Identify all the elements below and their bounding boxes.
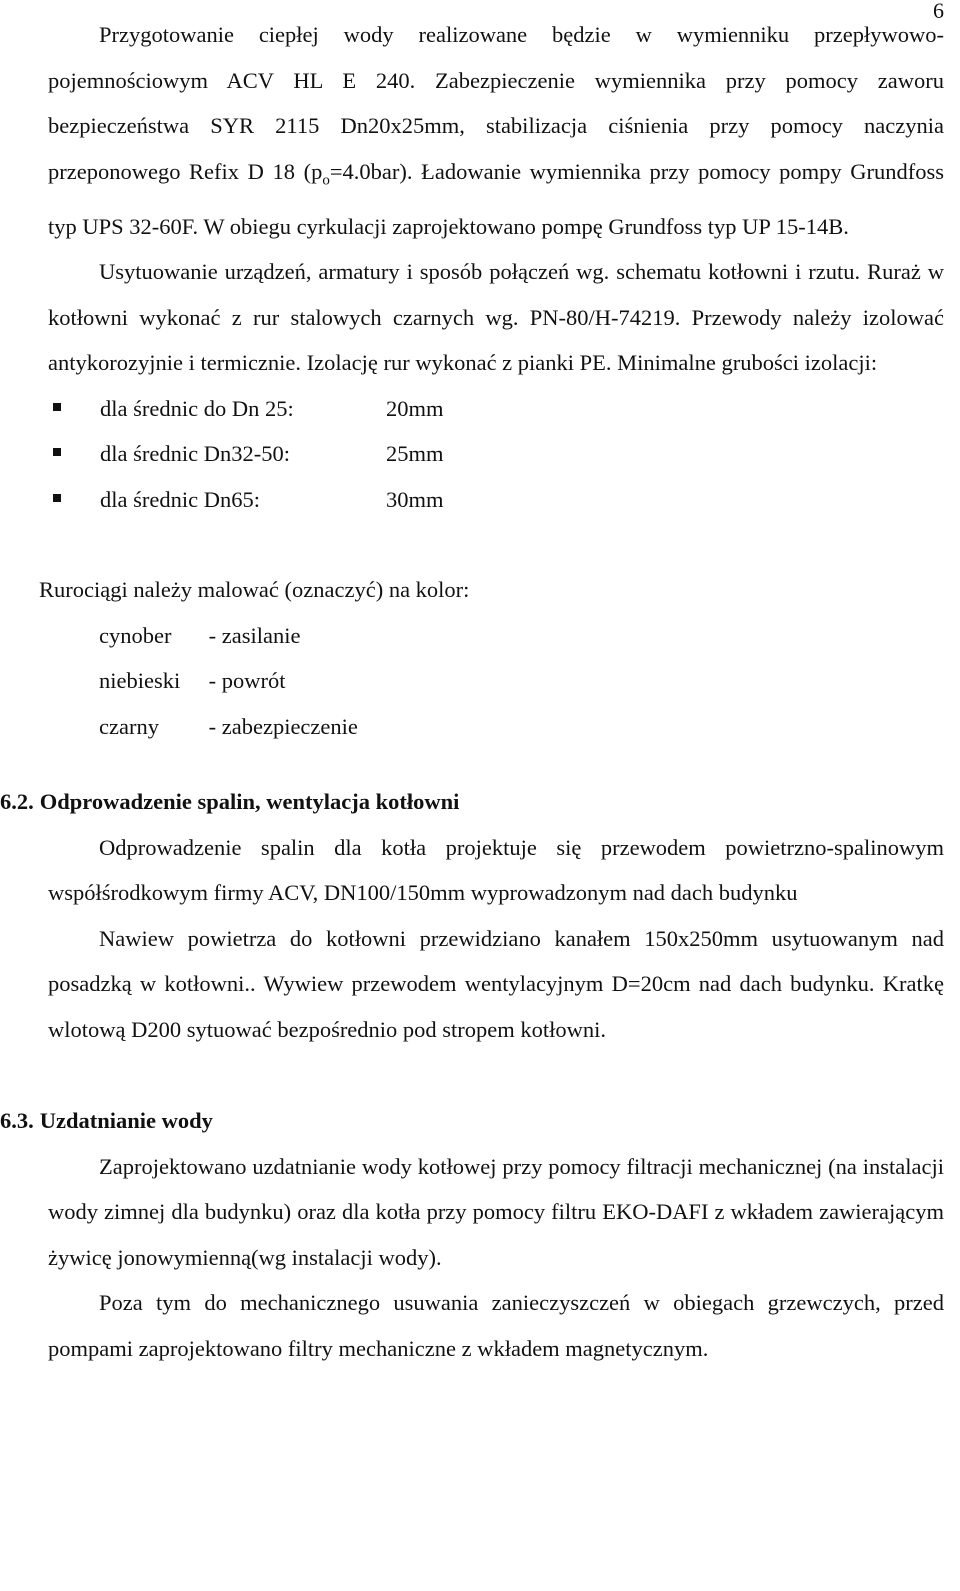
section-number: 6.2.	[0, 789, 34, 814]
paragraph-ventilation: Nawiew powietrza do kotłowni przewidziano kanałem 150x250mm usytuowanym nad posadzką w kotłowni.. Wywiew przewodem wentylacyjnym D=20cm nad dach budynku. Kratkę wlotową D200 sytuować bezpośrednio pod stropem kotłowni.	[48, 925, 944, 1042]
section-heading-6-3	[0, 1098, 944, 1144]
section-heading-6-2	[0, 779, 944, 825]
section-title: Uzdatnianie wody	[39, 1108, 213, 1133]
color-desc: - zasilanie	[208, 622, 301, 648]
insulation-label: dla średnic Dn32-50:	[100, 441, 290, 466]
paragraph-piping: Usytuowanie urządzeń, armatury i sposób połączeń wg. schematu kotłowni i rzutu. Ruraż w kotłowni wykonać z rur stalowych czarnych wg. PN-80/H-74219. Przewody należy izolować antykorozyjnie i termicznie. Izolację rur wykonać z pianki PE. Minimalne grubości izolacji:	[48, 259, 944, 375]
page-number: 6	[933, 0, 944, 23]
paragraph-water-treatment: Zaprojektowano uzdatnianie wody kotłowej przy pomocy filtracji mechanicznej (na instalacji wody zimnej dla budynku) oraz dla kotła przy pomocy filtru EKO-DAFI z wkładem zawierającym żywicę jonowymienną(wg instalacji wody).	[48, 1153, 944, 1270]
insulation-value: 20mm	[386, 395, 444, 421]
paragraph-hot-water-text: Przygotowanie ciepłej wody realizowane będzie w wymienniku przepływowo-pojemnościowym ACV HL E 240. Zabezpieczenie wymiennika przy pomocy zaworu bezpieczeństwa SYR 2115 Dn20x25mm, stabilizacja ciśnienia przy pomocy naczynia przeponowego Refix D 18 (p	[48, 22, 944, 184]
section-title: Odprowadzenie spalin, wentylacja kotłowni	[39, 789, 460, 814]
insulation-value: 25mm	[386, 441, 444, 466]
bullet-icon	[53, 403, 61, 411]
paragraph-hot-water-cont: =4.0bar). Ładowanie wymiennika przy pomocy pompy Grundfoss typ UPS 32-60F. W obiegu cyrkulacji zaprojektowano pompę Grundfoss typ UP 15-14B.	[48, 158, 944, 239]
list-item	[48, 658, 944, 704]
pressure-subscript: o	[322, 172, 330, 188]
list-item	[48, 431, 944, 477]
bullet-icon	[53, 494, 61, 502]
bullet-icon	[53, 448, 61, 456]
color-desc: - zabezpieczenie	[208, 713, 358, 739]
list-item	[48, 477, 944, 523]
section-number: 6.3.	[0, 1108, 34, 1133]
color-name: cynober	[99, 622, 172, 648]
insulation-value: 30mm	[386, 486, 444, 512]
paragraph-filters: Poza tym do mechanicznego usuwania zanieczyszczeń w obiegach grzewczych, przed pompami zaprojektowano filtry mechaniczne z wkładem magnetycznym.	[48, 1290, 944, 1361]
insulation-label: dla średnic Dn65:	[100, 486, 260, 512]
pipe-colors	[39, 567, 944, 749]
document-page	[0, 12, 944, 1371]
paragraph-hot-water	[48, 12, 944, 249]
list-item	[48, 704, 944, 750]
pipe-colors-lead: Rurociągi należy malować (oznaczyć) na kolor:	[39, 577, 470, 602]
paragraph-flue: Odprowadzenie spalin dla kotła projektuje się przewodem powietrzno-spalinowym współśrodkowym firmy ACV, DN100/150mm wyprowadzonym nad dach budynku	[48, 834, 944, 905]
insulation-label: dla średnic do Dn 25:	[100, 395, 294, 421]
list-item	[48, 386, 944, 432]
color-name: czarny	[99, 713, 159, 739]
list-item	[48, 613, 944, 659]
color-name: niebieski	[99, 668, 181, 693]
insulation-list	[48, 386, 944, 523]
color-desc: - powrót	[208, 668, 286, 693]
